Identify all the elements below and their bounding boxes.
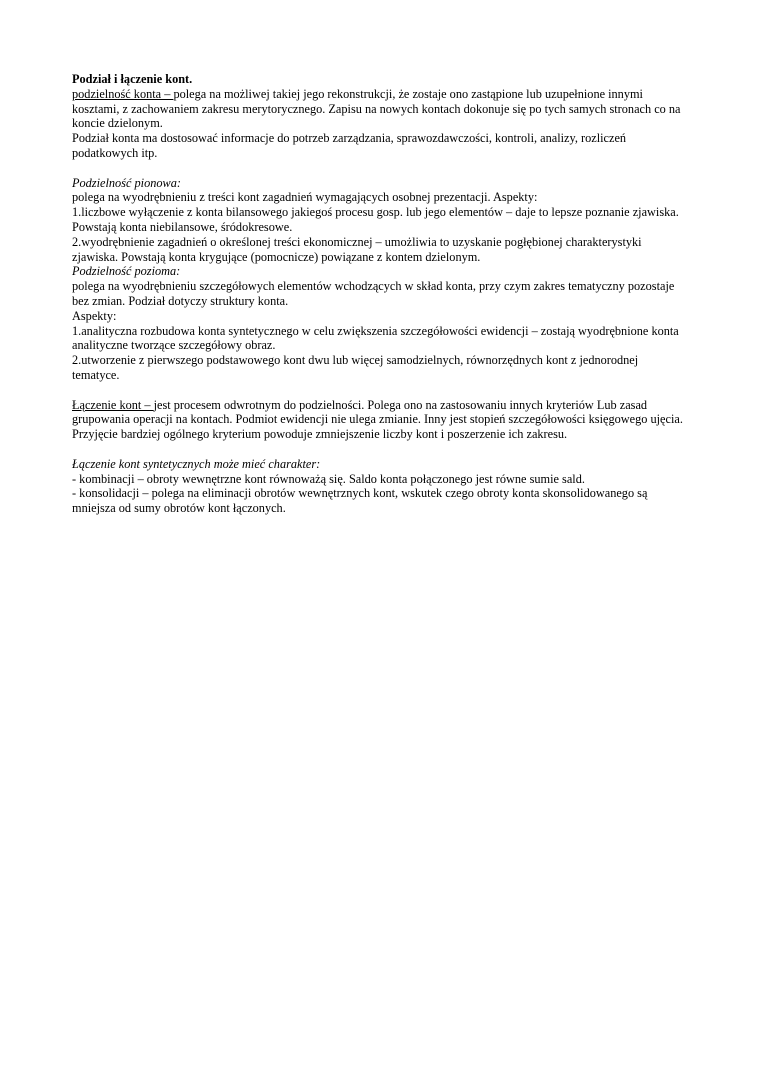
horizontal-heading: Podzielność pozioma:	[72, 264, 181, 279]
horizontal-item-2: 2.utworzenie z pierwszego podstawowego kont dwu lub więcej samodzielnych, równorzędnych kont z jednorodnej tematyce.	[72, 353, 639, 382]
horizontal-aspects-label: Aspekty:	[72, 308, 117, 323]
horizontal-intro: polega na wyodrębnieniu szczegółowych elementów wchodzących w skład konta, przy czym zakres tematyczny pozostaje bez zmian. Podział dotyczy struktury konta.	[72, 279, 675, 308]
vertical-heading: Podzielność pionowa:	[72, 175, 181, 190]
merge-text: jest procesem odwrotnym do podzielności. Polega ono na zastosowaniu innych kryteriów Lub zasad grupowania operacji na kontach. Podmiot ewidencji nie ulega zmianie. Inny jest stopień szczegółowości księgowego ujęcia.	[72, 397, 683, 427]
horizontal-item-1: 1.analityczna rozbudowa konta syntetycznego w celu zwiększenia szczegółowości ewidencji – zostają wyodrębnione konta analityczne tworzące szczegółowy obraz.	[72, 323, 679, 353]
document-page	[72, 72, 687, 516]
merge-effect: Przyjęcie bardziej ogólnego kryterium powoduje zmniejszenie liczby kont i poszerzenie ich zakresu.	[72, 427, 568, 442]
vertical-item-1: 1.liczbowe wyłączenie z konta bilansowego jakiegoś procesu gosp. lub jego elementów – daje to lepsze poznanie zjawiska. Powstają konta niebilansowe, śródokresowe.	[72, 205, 679, 234]
merge-term: Łączenie kont –	[72, 397, 154, 412]
divisibility-term: podzielność konta –	[72, 86, 174, 101]
divisibility-definition	[72, 87, 687, 131]
merge-definition	[72, 398, 687, 428]
synthetic-item-1: - kombinacji – obroty wewnętrzne kont równoważą się. Saldo konta połączonego jest równe sumie sald.	[72, 471, 585, 486]
vertical-item-2: 2.wyodrębnienie zagadnień o określonej treści ekonomicznej – umożliwia to uzyskanie pogłębionej charakterystyki zjawiska. Powstają konta krygujące (pomocnicze) powiązane z kontem dzielonym.	[72, 234, 642, 264]
spacer	[72, 161, 687, 176]
spacer	[72, 383, 687, 398]
document-title: Podział i łączenie kont.	[72, 72, 193, 86]
vertical-intro: polega na wyodrębnieniu z treści kont zagadnień wymagających osobnej prezentacji. Aspekty:	[72, 190, 538, 205]
spacer	[72, 442, 687, 457]
synthetic-heading: Łączenie kont syntetycznych może mieć charakter:	[72, 456, 321, 471]
synthetic-item-2: - konsolidacji – polega na eliminacji obrotów wewnętrznych kont, wskutek czego obroty konta skonsolidowanego są mniejsza od sumy obrotów kont łączonych.	[72, 486, 648, 516]
divisibility-text: polega na możliwej takiej jego rekonstrukcji, że zostaje ono zastąpione lub uzupełnione innymi kosztami, z zachowaniem zakresu merytorycznego. Zapisu na nowych kontach dokonuje się po tych samych stronach co na koncie dzielonym.	[72, 86, 681, 131]
division-purpose: Podział konta ma dostosować informacje do potrzeb zarządzania, sprawozdawczości, kontroli, analizy, rozliczeń podatkowych itp.	[72, 131, 627, 160]
